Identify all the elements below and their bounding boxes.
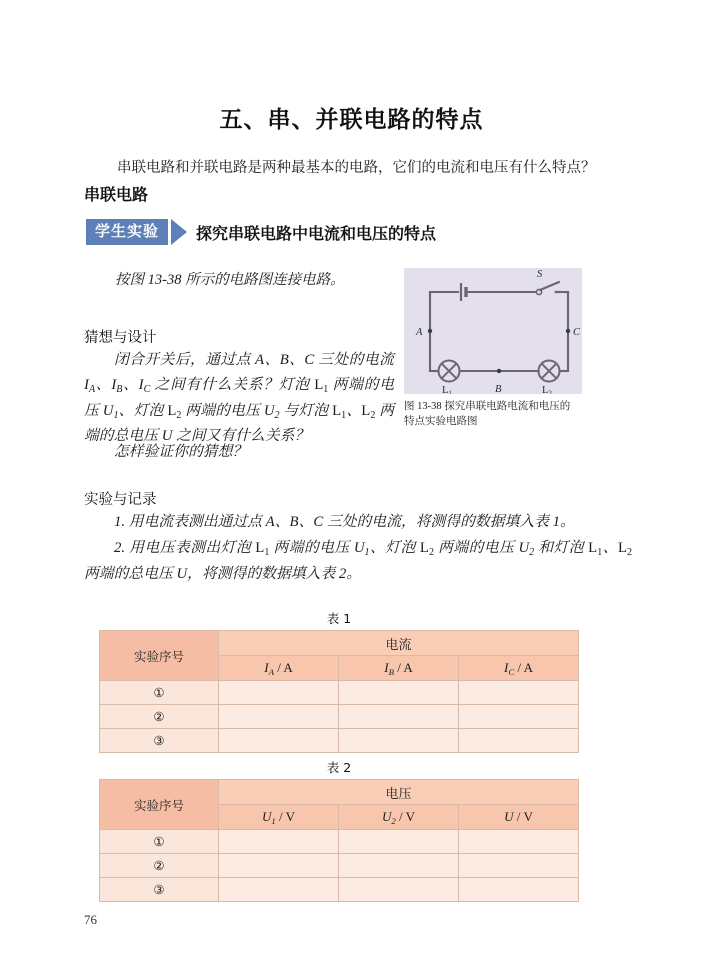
table-row: [100, 705, 579, 729]
subheading-guess-and-design: 猜想与设计: [84, 330, 157, 346]
header-voltage-u2: $U_2$ / V: [339, 805, 459, 830]
cell-ia-1[interactable]: [219, 681, 339, 705]
cell-u2-1[interactable]: [339, 830, 459, 854]
node-b-label: B: [495, 384, 502, 394]
cell-u2-2[interactable]: [339, 854, 459, 878]
header-group-current: 电流: [219, 631, 579, 656]
page-number: 76: [84, 912, 97, 927]
battery-icon: [461, 283, 466, 301]
table-current: [99, 630, 579, 753]
figure-caption: 图 13-38 探究串联电路电流和电压的特点实验电路图: [404, 401, 571, 427]
row-index-2: ②: [100, 705, 219, 729]
row-index-1: ①: [100, 681, 219, 705]
record-step-2: 2. 用电压表测出灯泡 $L_1$ 两端的电压 $U_1$、灯泡 $L_2$ 两端的电压 $U_2$ 和灯泡 $L_1$、$L_2$ 两端的总电压 U，将测得的数据填入表 2。: [84, 540, 633, 582]
cell-ia-3[interactable]: [219, 729, 339, 753]
series-circuit-svg: [404, 268, 582, 394]
cell-u-3[interactable]: [459, 878, 579, 902]
header-group-voltage: 电压: [219, 780, 579, 805]
cell-ic-3[interactable]: [459, 729, 579, 753]
node-c-dot: [566, 329, 570, 333]
lamp1-label: $L_1$: [442, 385, 452, 394]
figure-13-38: [404, 268, 582, 430]
page-title: 五、串、并联电路的特点: [219, 107, 484, 134]
student-experiment-bar: [86, 218, 436, 246]
row-index-3: ③: [100, 729, 219, 753]
cell-u-1[interactable]: [459, 830, 579, 854]
cell-u-2[interactable]: [459, 854, 579, 878]
cell-u1-1[interactable]: [219, 830, 339, 854]
record-step-1: 1. 用电流表测出通过点 A、B、C 三处的电流，将测得的数据填入表 1。: [114, 514, 575, 530]
section-heading-series-circuit: 串联电路: [84, 185, 149, 204]
verify-paragraph: 怎样验证你的猜想？: [114, 444, 248, 460]
subheading-experiment-and-record: 实验与记录: [84, 492, 157, 508]
table-row: [100, 830, 579, 854]
switch-icon: [536, 282, 559, 295]
node-a-label: A: [416, 327, 423, 338]
experiment-instruction: 按图 13-38 所示的电路图连接电路。: [115, 272, 345, 288]
cell-ic-1[interactable]: [459, 681, 579, 705]
header-voltage-u1: $U_1$ / V: [219, 805, 339, 830]
table-voltage: [99, 779, 579, 902]
experiment-title: 探究串联电路中电流和电压的特点: [196, 223, 437, 243]
arrow-right-icon: [171, 219, 187, 245]
header-current-b: $I_B$ / A: [339, 656, 459, 681]
cell-ia-2[interactable]: [219, 705, 339, 729]
node-a-dot: [428, 329, 432, 333]
switch-label: S: [537, 269, 543, 280]
lamp2-icon: [539, 361, 560, 382]
cell-ic-2[interactable]: [459, 705, 579, 729]
lamp1-icon: [439, 361, 460, 382]
cell-ib-2[interactable]: [339, 705, 459, 729]
cell-ib-1[interactable]: [339, 681, 459, 705]
table-row: [100, 681, 579, 705]
node-b-dot: [497, 369, 501, 373]
student-experiment-badge: 学生实验: [86, 219, 168, 246]
table-row: [100, 854, 579, 878]
guess-paragraph: 闭合开关后，通过点 A、B、C 三处的电流 $I_A$、$I_B$、$I_C$ 之间有什么关系？灯泡 $L_1$ 两端的电压 $U_1$、灯泡 $L_2$ 两端的电压 $U_2$ 与灯泡 $L_1$、$L_2$ 两端的总电压 U 之间又有什么关系？: [84, 352, 394, 445]
row-index-1: ①: [100, 830, 219, 854]
row-index-3: ③: [100, 878, 219, 902]
lamp2-label: $L_2$: [542, 385, 552, 394]
cell-u1-3[interactable]: [219, 878, 339, 902]
cell-u1-2[interactable]: [219, 854, 339, 878]
cell-ib-3[interactable]: [339, 729, 459, 753]
header-current-c: $I_C$ / A: [459, 656, 579, 681]
header-experiment-index: 实验序号: [100, 780, 219, 830]
header-experiment-index: 实验序号: [100, 631, 219, 681]
lead-paragraph: 串联电路和并联电路是两种最基本的电路，它们的电流和电压有什么特点？: [117, 159, 596, 176]
circuit-diagram-canvas: [404, 268, 582, 394]
table-2-caption: 表 2: [326, 760, 352, 775]
node-c-label: C: [573, 327, 581, 338]
table-row: [100, 729, 579, 753]
header-voltage-u: U / V: [459, 805, 579, 830]
header-current-a: $I_A$ / A: [219, 656, 339, 681]
table-header-row-top: [100, 631, 579, 656]
table-row: [100, 878, 579, 902]
table-header-row-top: [100, 780, 579, 805]
cell-u2-3[interactable]: [339, 878, 459, 902]
row-index-2: ②: [100, 854, 219, 878]
table-1-caption: 表 1: [326, 611, 352, 626]
